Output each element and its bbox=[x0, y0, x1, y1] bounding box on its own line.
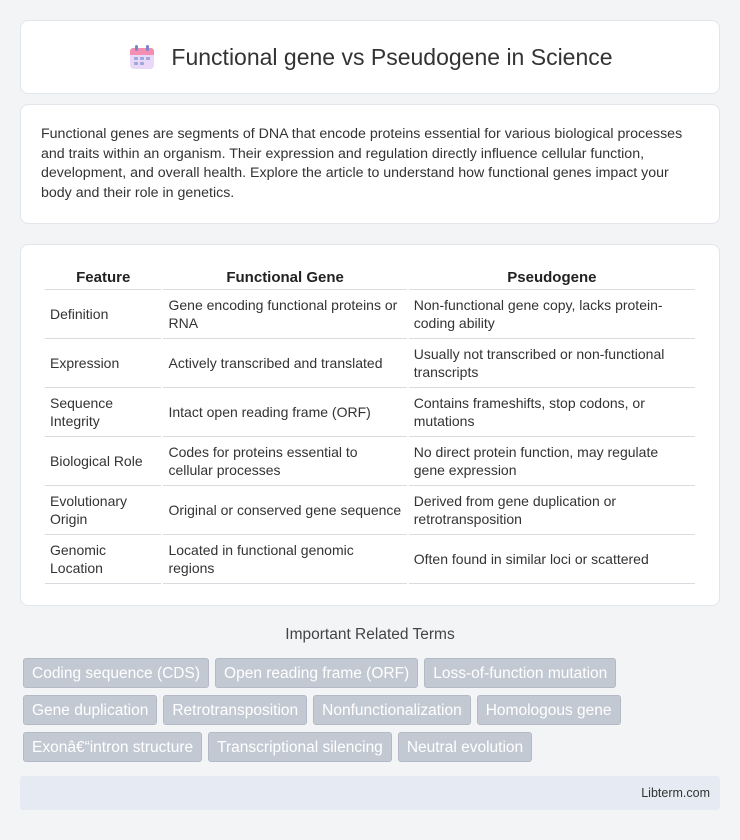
table-row bbox=[45, 290, 695, 339]
table-header-row bbox=[45, 265, 695, 290]
feature-cell: Biological Role bbox=[45, 437, 161, 486]
related-term-tag[interactable]: Exonâ€“intron structure bbox=[23, 732, 202, 762]
pseudogene-cell: Non-functional gene copy, lacks protein-coding ability bbox=[409, 290, 695, 339]
table-row bbox=[45, 339, 695, 388]
header-card bbox=[20, 20, 720, 94]
pseudogene-cell: Usually not transcribed or non-functional transcripts bbox=[409, 339, 695, 388]
related-terms-heading: Important Related Terms bbox=[285, 626, 455, 643]
related-term-tag[interactable]: Gene duplication bbox=[23, 695, 157, 725]
table-row bbox=[45, 535, 695, 584]
functional-gene-cell: Codes for proteins essential to cellular processes bbox=[163, 437, 406, 486]
feature-cell: Genomic Location bbox=[45, 535, 161, 584]
related-term-tag[interactable]: Coding sequence (CDS) bbox=[23, 658, 209, 688]
footer bbox=[20, 776, 720, 810]
functional-gene-cell: Located in functional genomic regions bbox=[163, 535, 406, 584]
header-pseudogene: Pseudogene bbox=[409, 265, 695, 290]
functional-gene-cell: Original or conserved gene sequence bbox=[163, 486, 406, 535]
related-term-tag[interactable]: Nonfunctionalization bbox=[313, 695, 471, 725]
functional-gene-cell: Actively transcribed and translated bbox=[163, 339, 406, 388]
related-term-tag[interactable]: Retrotransposition bbox=[163, 695, 307, 725]
feature-cell: Expression bbox=[45, 339, 161, 388]
comparison-table bbox=[43, 265, 697, 584]
pseudogene-cell: Contains frameshifts, stop codons, or mutations bbox=[409, 388, 695, 437]
feature-cell: Evolutionary Origin bbox=[45, 486, 161, 535]
footer-site-link[interactable]: Libterm.com bbox=[641, 786, 710, 800]
pseudogene-cell: Often found in similar loci or scattered bbox=[409, 535, 695, 584]
page-title: Functional gene vs Pseudogene in Science bbox=[171, 43, 613, 70]
related-term-tag[interactable]: Neutral evolution bbox=[398, 732, 532, 762]
header-functional-gene: Functional Gene bbox=[163, 265, 406, 290]
pseudogene-cell: No direct protein function, may regulate gene expression bbox=[409, 437, 695, 486]
table-row bbox=[45, 437, 695, 486]
comparison-card bbox=[20, 244, 720, 606]
table-row bbox=[45, 388, 695, 437]
intro-card bbox=[20, 104, 720, 224]
related-term-tag[interactable]: Homologous gene bbox=[477, 695, 621, 725]
functional-gene-cell: Gene encoding functional proteins or RNA bbox=[163, 290, 406, 339]
related-term-tag[interactable]: Open reading frame (ORF) bbox=[215, 658, 418, 688]
pseudogene-cell: Derived from gene duplication or retrotransposition bbox=[409, 486, 695, 535]
table-row bbox=[45, 486, 695, 535]
intro-text: Functional genes are segments of DNA that encode proteins essential for various biological processes and traits within an organism. Their expression and regulation directly influence cellular function, development, and overall health. Explore the article to understand how functional genes impact your body and their role in genetics. bbox=[41, 126, 683, 201]
related-terms-tags bbox=[23, 658, 723, 762]
calendar-icon bbox=[127, 42, 157, 72]
feature-cell: Sequence Integrity bbox=[45, 388, 161, 437]
related-term-tag[interactable]: Transcriptional silencing bbox=[208, 732, 392, 762]
functional-gene-cell: Intact open reading frame (ORF) bbox=[163, 388, 406, 437]
feature-cell: Definition bbox=[45, 290, 161, 339]
related-term-tag[interactable]: Loss-of-function mutation bbox=[424, 658, 616, 688]
header-feature: Feature bbox=[45, 265, 161, 290]
